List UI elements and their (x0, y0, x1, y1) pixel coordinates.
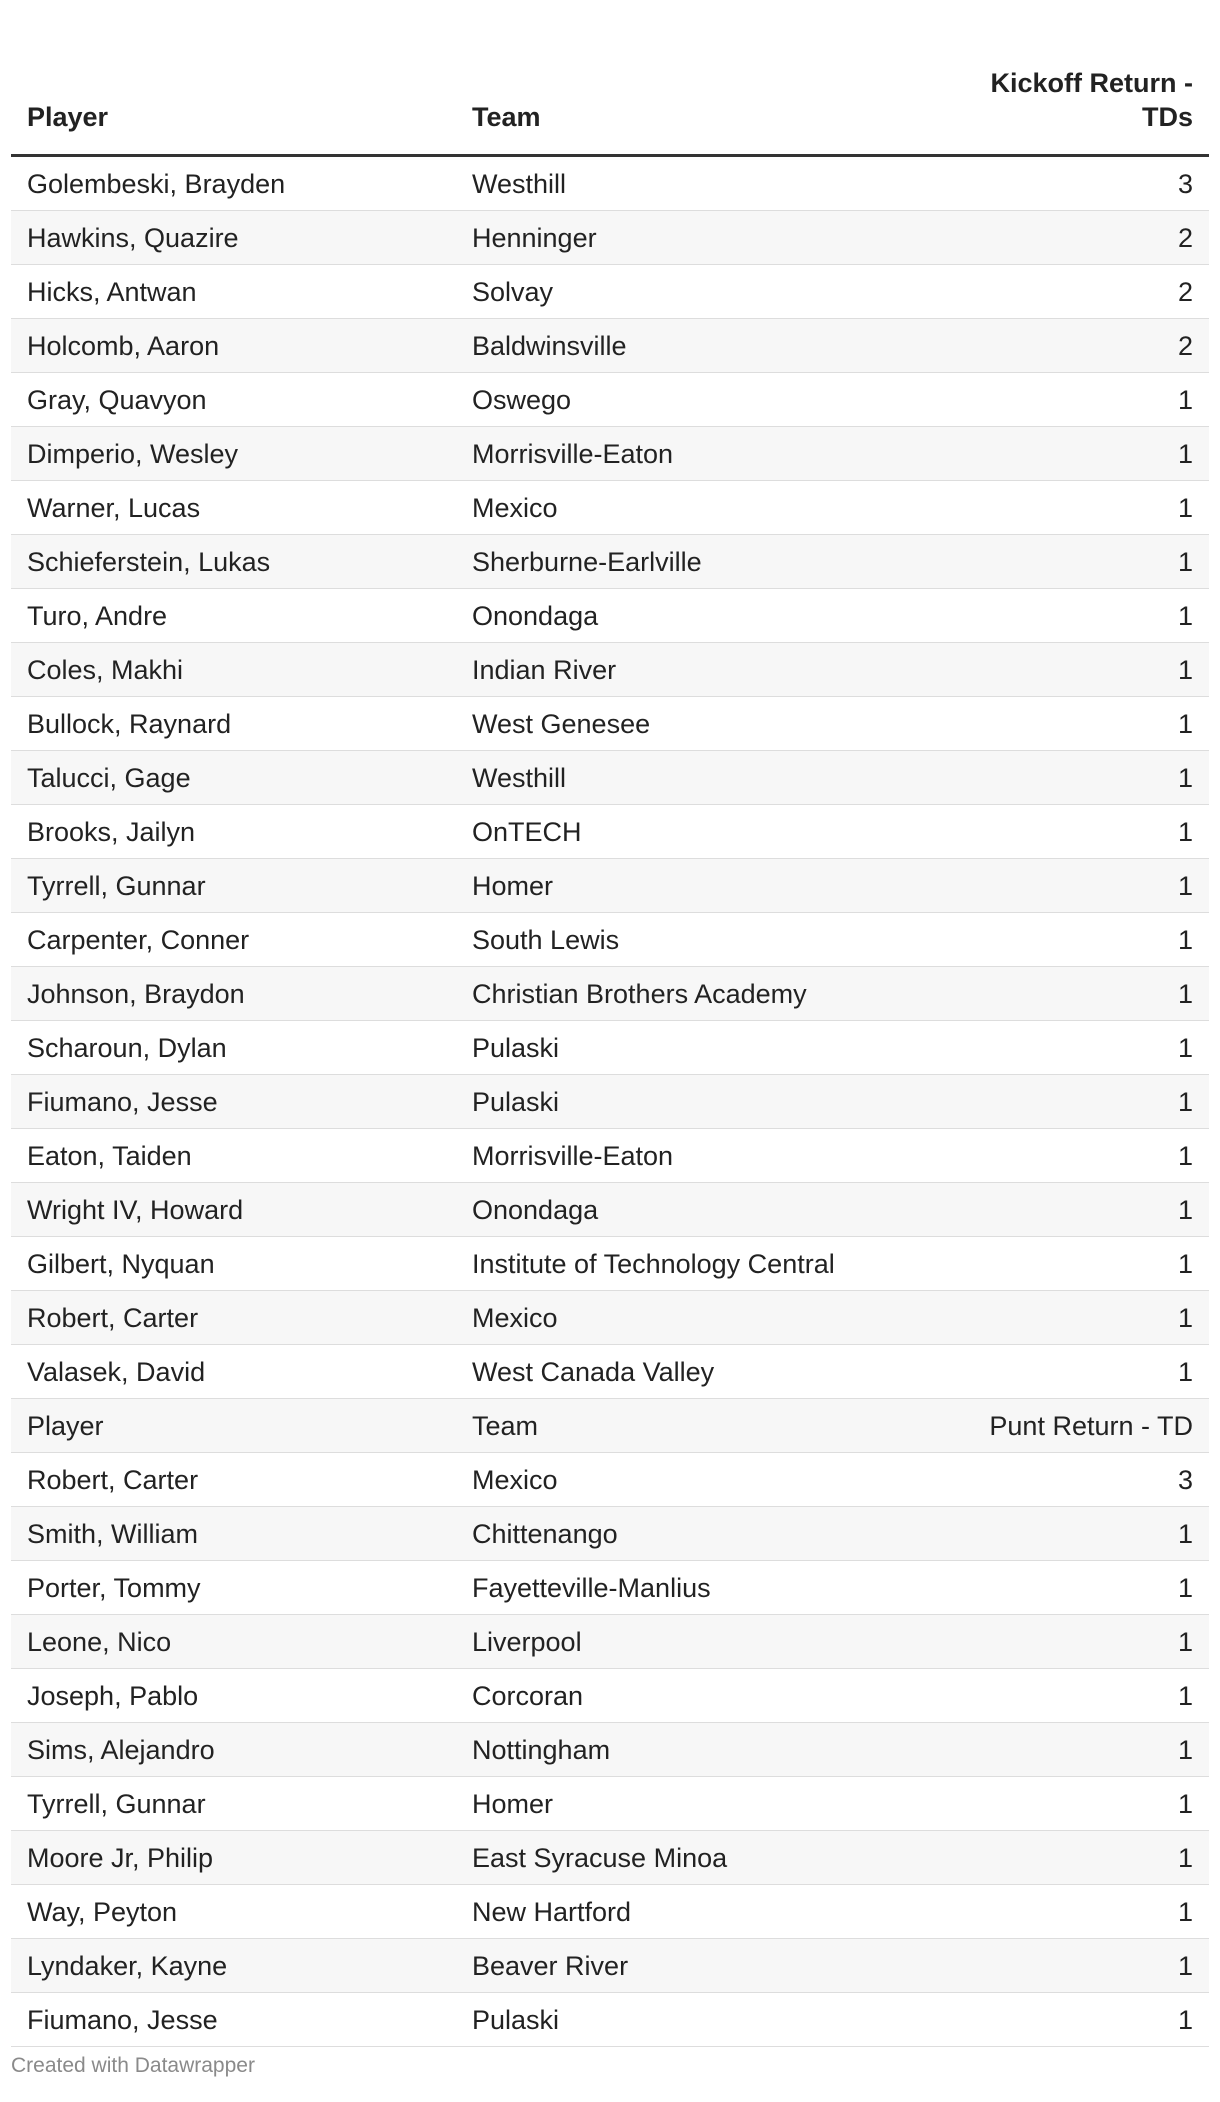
header-row (11, 34, 1209, 156)
team-cell: Morrisville-Eaton (456, 427, 949, 481)
value-cell: 1 (949, 1831, 1209, 1885)
table-row (11, 1021, 1209, 1075)
value-cell: 1 (949, 859, 1209, 913)
player-cell: Warner, Lucas (11, 481, 456, 535)
value-cell: 3 (949, 1453, 1209, 1507)
value-cell: 2 (949, 265, 1209, 319)
value-cell: 1 (949, 913, 1209, 967)
table-row (11, 265, 1209, 319)
table-row (11, 1399, 1209, 1453)
table-row (11, 751, 1209, 805)
table-row (11, 1993, 1209, 2047)
player-cell: Dimperio, Wesley (11, 427, 456, 481)
team-cell: New Hartford (456, 1885, 949, 1939)
team-cell: West Canada Valley (456, 1345, 949, 1399)
table-row (11, 481, 1209, 535)
table-row (11, 1777, 1209, 1831)
value-cell: 1 (949, 535, 1209, 589)
team-cell: Sherburne-Earlville (456, 535, 949, 589)
team-cell: OnTECH (456, 805, 949, 859)
table-row (11, 967, 1209, 1021)
player-cell: Coles, Makhi (11, 643, 456, 697)
player-cell: Johnson, Braydon (11, 967, 456, 1021)
team-cell: Morrisville-Eaton (456, 1129, 949, 1183)
player-cell: Smith, William (11, 1507, 456, 1561)
value-cell: 1 (949, 1345, 1209, 1399)
table-row (11, 535, 1209, 589)
player-cell: Bullock, Raynard (11, 697, 456, 751)
team-cell: Mexico (456, 1291, 949, 1345)
team-cell: Pulaski (456, 1021, 949, 1075)
value-cell: 1 (949, 1615, 1209, 1669)
player-cell: Eaton, Taiden (11, 1129, 456, 1183)
value-cell: 1 (949, 1237, 1209, 1291)
value-cell: 1 (949, 805, 1209, 859)
team-cell: Pulaski (456, 1075, 949, 1129)
value-cell: 2 (949, 319, 1209, 373)
player-cell: Hicks, Antwan (11, 265, 456, 319)
player-cell: Fiumano, Jesse (11, 1993, 456, 2047)
team-cell: Christian Brothers Academy (456, 967, 949, 1021)
table-header (11, 34, 1209, 156)
table-row (11, 1183, 1209, 1237)
value-cell: 1 (949, 1021, 1209, 1075)
table-row (11, 1345, 1209, 1399)
player-cell: Sims, Alejandro (11, 1723, 456, 1777)
player-cell: Turo, Andre (11, 589, 456, 643)
team-cell: East Syracuse Minoa (456, 1831, 949, 1885)
table-row (11, 913, 1209, 967)
table-row (11, 697, 1209, 751)
datawrapper-credit: Created with Datawrapper (11, 2054, 255, 2077)
table-row (11, 1129, 1209, 1183)
table-row (11, 1615, 1209, 1669)
header-team[interactable]: Team (456, 34, 949, 156)
table-row (11, 1507, 1209, 1561)
team-cell: Oswego (456, 373, 949, 427)
team-cell: Homer (456, 859, 949, 913)
value-cell: 1 (949, 1561, 1209, 1615)
table-row (11, 1561, 1209, 1615)
value-cell: 1 (949, 589, 1209, 643)
table-row (11, 319, 1209, 373)
team-cell: Mexico (456, 481, 949, 535)
header-player[interactable]: Player (11, 34, 456, 156)
team-cell: Solvay (456, 265, 949, 319)
player-cell: Hawkins, Quazire (11, 211, 456, 265)
player-cell: Talucci, Gage (11, 751, 456, 805)
player-cell: Wright IV, Howard (11, 1183, 456, 1237)
value-cell: 1 (949, 1993, 1209, 2047)
player-cell: Robert, Carter (11, 1453, 456, 1507)
table-row (11, 1831, 1209, 1885)
team-cell: West Genesee (456, 697, 949, 751)
player-cell: Way, Peyton (11, 1885, 456, 1939)
table-row (11, 1723, 1209, 1777)
value-cell: 1 (949, 1075, 1209, 1129)
value-cell: 1 (949, 697, 1209, 751)
table-row (11, 1453, 1209, 1507)
player-cell: Player (11, 1399, 456, 1453)
table-row (11, 1939, 1209, 1993)
value-cell: 1 (949, 751, 1209, 805)
team-cell: Onondaga (456, 589, 949, 643)
team-cell: Chittenango (456, 1507, 949, 1561)
team-cell: Nottingham (456, 1723, 949, 1777)
team-cell: Team (456, 1399, 949, 1453)
value-cell: 1 (949, 1183, 1209, 1237)
player-cell: Leone, Nico (11, 1615, 456, 1669)
table-row (11, 211, 1209, 265)
player-cell: Tyrrell, Gunnar (11, 1777, 456, 1831)
player-cell: Golembeski, Brayden (11, 156, 456, 211)
player-cell: Gilbert, Nyquan (11, 1237, 456, 1291)
team-cell: Onondaga (456, 1183, 949, 1237)
team-cell: Mexico (456, 1453, 949, 1507)
table-row (11, 156, 1209, 211)
player-cell: Lyndaker, Kayne (11, 1939, 456, 1993)
team-cell: Henninger (456, 211, 949, 265)
table-row (11, 643, 1209, 697)
value-cell: 1 (949, 373, 1209, 427)
header-kickoff-return-tds[interactable]: Kickoff Return - TDs (949, 34, 1209, 156)
team-cell: Homer (456, 1777, 949, 1831)
team-cell: Westhill (456, 751, 949, 805)
value-cell: Punt Return - TD (949, 1399, 1209, 1453)
table-row (11, 1291, 1209, 1345)
table-row (11, 1237, 1209, 1291)
player-cell: Moore Jr, Philip (11, 1831, 456, 1885)
value-cell: 1 (949, 1777, 1209, 1831)
table-row (11, 427, 1209, 481)
team-cell: Institute of Technology Central (456, 1237, 949, 1291)
team-cell: Liverpool (456, 1615, 949, 1669)
value-cell: 1 (949, 967, 1209, 1021)
player-cell: Brooks, Jailyn (11, 805, 456, 859)
player-cell: Fiumano, Jesse (11, 1075, 456, 1129)
table-row (11, 373, 1209, 427)
value-cell: 1 (949, 1723, 1209, 1777)
value-cell: 2 (949, 211, 1209, 265)
player-cell: Robert, Carter (11, 1291, 456, 1345)
player-cell: Joseph, Pablo (11, 1669, 456, 1723)
table-row (11, 589, 1209, 643)
player-cell: Scharoun, Dylan (11, 1021, 456, 1075)
team-cell: Beaver River (456, 1939, 949, 1993)
player-cell: Porter, Tommy (11, 1561, 456, 1615)
player-cell: Valasek, David (11, 1345, 456, 1399)
table-row (11, 1885, 1209, 1939)
team-cell: Fayetteville-Manlius (456, 1561, 949, 1615)
player-cell: Carpenter, Conner (11, 913, 456, 967)
table-body (11, 156, 1209, 2047)
return-td-table (11, 34, 1209, 2047)
value-cell: 1 (949, 427, 1209, 481)
player-cell: Holcomb, Aaron (11, 319, 456, 373)
team-cell: Corcoran (456, 1669, 949, 1723)
value-cell: 3 (949, 156, 1209, 211)
table-row (11, 805, 1209, 859)
player-cell: Gray, Quavyon (11, 373, 456, 427)
table-row (11, 1075, 1209, 1129)
team-cell: Baldwinsville (456, 319, 949, 373)
value-cell: 1 (949, 1507, 1209, 1561)
table-row (11, 859, 1209, 913)
value-cell: 1 (949, 1129, 1209, 1183)
table-row (11, 1669, 1209, 1723)
team-cell: Westhill (456, 156, 949, 211)
value-cell: 1 (949, 643, 1209, 697)
team-cell: South Lewis (456, 913, 949, 967)
value-cell: 1 (949, 1885, 1209, 1939)
value-cell: 1 (949, 1669, 1209, 1723)
value-cell: 1 (949, 1939, 1209, 1993)
player-cell: Schieferstein, Lukas (11, 535, 456, 589)
player-cell: Tyrrell, Gunnar (11, 859, 456, 913)
value-cell: 1 (949, 481, 1209, 535)
team-cell: Indian River (456, 643, 949, 697)
value-cell: 1 (949, 1291, 1209, 1345)
team-cell: Pulaski (456, 1993, 949, 2047)
